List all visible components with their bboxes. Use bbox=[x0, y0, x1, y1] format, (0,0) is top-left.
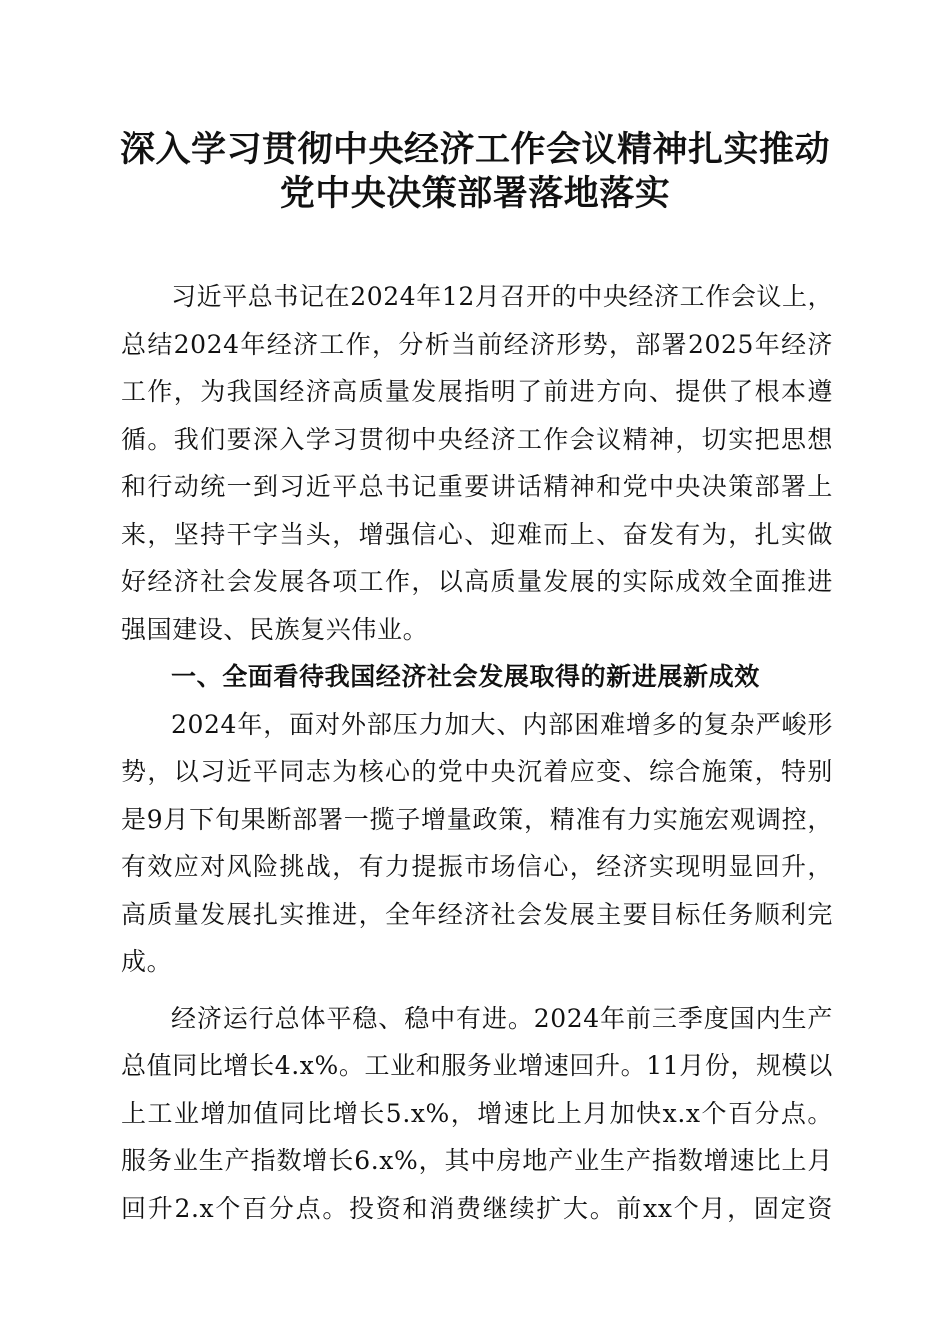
paragraph-review bbox=[121, 701, 833, 986]
paragraph-line: 2024年，面对外部压力加大、内部困难增多的复杂严峻形 bbox=[171, 709, 833, 739]
paragraph-line: 总结2024年经济工作，分析当前经济形势，部署2025年经济 bbox=[121, 329, 833, 359]
paragraph-line: 和行动统一到习近平总书记重要讲话精神和党中央决策部署上 bbox=[121, 472, 833, 501]
paragraph-line: 上工业增加值同比增长5.x%，增速比上月加快x.x个百分点。 bbox=[121, 1098, 833, 1128]
paragraph-line: 强国建设、民族复兴伟业。 bbox=[121, 614, 429, 644]
paragraph-line: 高质量发展扎实推进，全年经济社会发展主要目标任务顺利完 bbox=[121, 899, 833, 929]
paragraph-gap bbox=[121, 986, 833, 995]
paragraph-line: 习近平总书记在2024年12月召开的中央经济工作会议上， bbox=[171, 282, 834, 311]
document-title bbox=[0, 128, 950, 216]
title-line-2: 党中央决策部署落地落实 bbox=[279, 173, 671, 214]
paragraph-line: 成。 bbox=[121, 947, 173, 976]
paragraph-economy bbox=[121, 995, 833, 1233]
paragraph-intro bbox=[121, 273, 833, 653]
paragraph-line: 总值同比增长4.x%。工业和服务业增速回升。11月份，规模以 bbox=[121, 1051, 833, 1080]
section-heading: 一、全面看待我国经济社会发展取得的新进展新成效 bbox=[171, 662, 760, 691]
paragraph-line: 是9月下旬果断部署一揽子增量政策，精准有力实施宏观调控， bbox=[121, 804, 833, 834]
paragraph-line: 循。我们要深入学习贯彻中央经济工作会议精神，切实把思想 bbox=[121, 424, 833, 454]
document-body bbox=[121, 273, 833, 1232]
paragraph-line: 有效应对风险挑战，有力提振市场信心，经济实现明显回升， bbox=[121, 852, 833, 881]
paragraph-line: 来，坚持干字当头，增强信心、迎难而上、奋发有为，扎实做 bbox=[121, 519, 833, 549]
paragraph-line: 回升2.x个百分点。投资和消费继续扩大。前xx个月，固定资 bbox=[121, 1193, 833, 1223]
paragraph-line: 工作，为我国经济高质量发展指明了前进方向、提供了根本遵 bbox=[121, 377, 833, 406]
paragraph-line: 好经济社会发展各项工作，以高质量发展的实际成效全面推进 bbox=[121, 567, 833, 596]
paragraph-line: 势，以习近平同志为核心的党中央沉着应变、综合施策，特别 bbox=[121, 757, 833, 786]
title-line-1: 深入学习贯彻中央经济工作会议精神扎实推动 bbox=[119, 129, 830, 170]
paragraph-line: 经济运行总体平稳、稳中有进。2024年前三季度国内生产 bbox=[171, 1003, 833, 1033]
paragraph-line: 服务业生产指数增长6.x%，其中房地产业生产指数增速比上月 bbox=[121, 1146, 833, 1175]
